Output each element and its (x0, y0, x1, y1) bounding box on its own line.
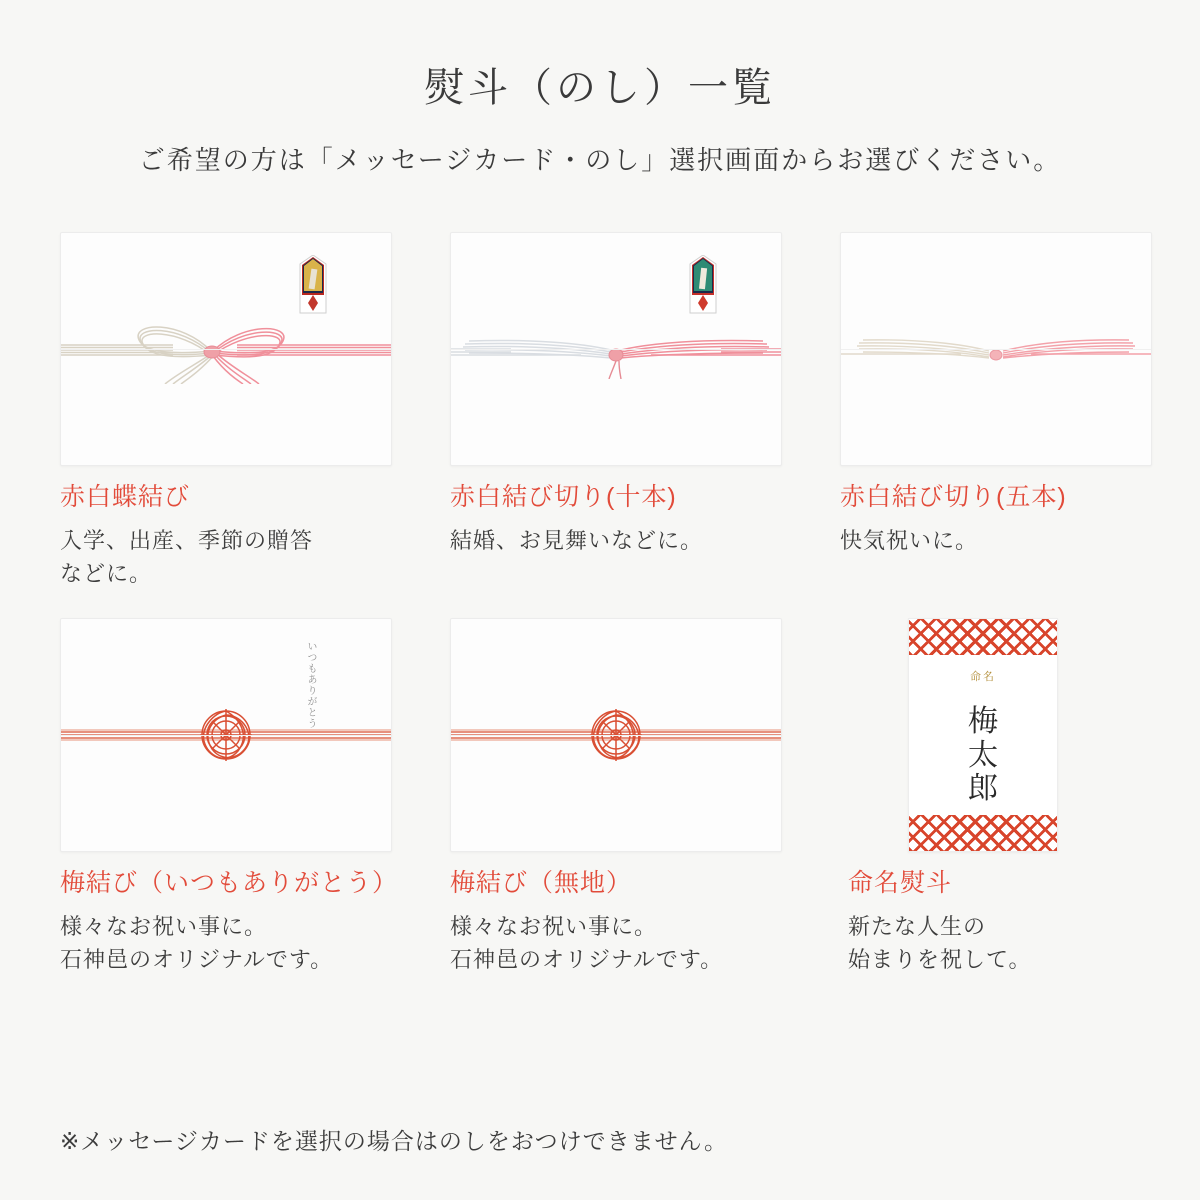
pattern-band-top (909, 619, 1057, 655)
noshi-description-line1: 快気祝いに。 (840, 528, 979, 553)
noshi-thumbnail (840, 618, 1170, 850)
meimei-name (909, 705, 1057, 806)
meimei-strip-graphic (908, 618, 1058, 852)
noshi-thumbnail (450, 232, 780, 464)
noshi-card-akashiro-chomusubi[interactable] (60, 232, 450, 590)
noshi-name: 命名熨斗 (848, 869, 953, 897)
ume-knot-icon (192, 701, 260, 769)
envelope-graphic (450, 232, 782, 466)
envelope-graphic (840, 232, 1152, 466)
envelope-graphic (60, 232, 392, 466)
envelope-vertical-text: いつもありがとう (305, 641, 316, 729)
noshi-description-line2: などに。 (60, 561, 153, 586)
page-title: 熨斗（のし）一覧 (424, 66, 776, 110)
noshi-description-line1: 入学、出産、季節の贈答 (60, 528, 314, 553)
mizuhiki-band (841, 344, 1151, 354)
noshi-grid (60, 232, 1140, 976)
musubikiri-cord-svg (841, 320, 1151, 376)
noshi-card-ume-itsumo[interactable] (60, 618, 450, 976)
envelope-graphic (60, 618, 392, 852)
noshi-description-line1: 様々なお祝い事に。 (60, 914, 268, 939)
meimei-name-char3: 郎 (968, 772, 998, 806)
ume-knot-icon (582, 701, 650, 769)
noshi-ornament-icon (299, 255, 327, 321)
meimei-name-char2: 太 (968, 738, 998, 772)
noshi-thumbnail (840, 232, 1170, 464)
noshi-thumbnail (60, 618, 390, 850)
musubikiri-cord-svg (451, 319, 781, 379)
envelope-graphic (450, 618, 782, 852)
noshi-thumbnail (60, 232, 390, 464)
noshi-description (848, 910, 1140, 976)
noshi-card-akashiro-musubikiri-10[interactable] (450, 232, 840, 590)
noshi-description (840, 524, 1140, 557)
footnote: ※メッセージカードを選択の場合はのしをおつけできません。 (60, 1128, 729, 1154)
mizuhiki-band (451, 344, 781, 354)
noshi-card-ume-muji[interactable] (450, 618, 840, 976)
noshi-description-line1: 様々なお祝い事に。 (450, 914, 658, 939)
noshi-card-meimei[interactable] (840, 618, 1140, 976)
noshi-description (450, 910, 840, 976)
noshi-description-line2: 石神邑のオリジナルです。 (60, 947, 334, 972)
noshi-description (60, 524, 450, 590)
noshi-description-line1: 新たな人生の (848, 914, 987, 939)
noshi-name: 赤白蝶結び (60, 483, 191, 511)
meimei-name-char1: 梅 (968, 705, 998, 738)
noshi-description (450, 524, 840, 557)
noshi-name: 梅結び（いつもありがとう） (60, 869, 399, 897)
noshi-description-line2: 始まりを祝して。 (848, 947, 1032, 972)
page-subtitle: ご希望の方は「メッセージカード・のし」選択画面からお選びください。 (138, 145, 1062, 175)
noshi-name: 赤白結び切り(五本) (840, 483, 1067, 511)
mizuhiki-band (61, 344, 391, 354)
meimei-label: 命名 (970, 671, 996, 683)
bow-cord-svg (61, 314, 391, 384)
noshi-ornament-icon (689, 255, 717, 321)
noshi-name: 梅結び（無地） (450, 869, 633, 897)
pattern-band-bottom (909, 815, 1057, 851)
noshi-card-akashiro-musubikiri-5[interactable] (840, 232, 1140, 590)
noshi-description (60, 910, 450, 976)
noshi-thumbnail (450, 618, 780, 850)
noshi-description-line2: 石神邑のオリジナルです。 (450, 947, 724, 972)
noshi-description-line1: 結婚、お見舞いなどに。 (450, 528, 704, 553)
noshi-name: 赤白結び切り(十本) (450, 483, 677, 511)
